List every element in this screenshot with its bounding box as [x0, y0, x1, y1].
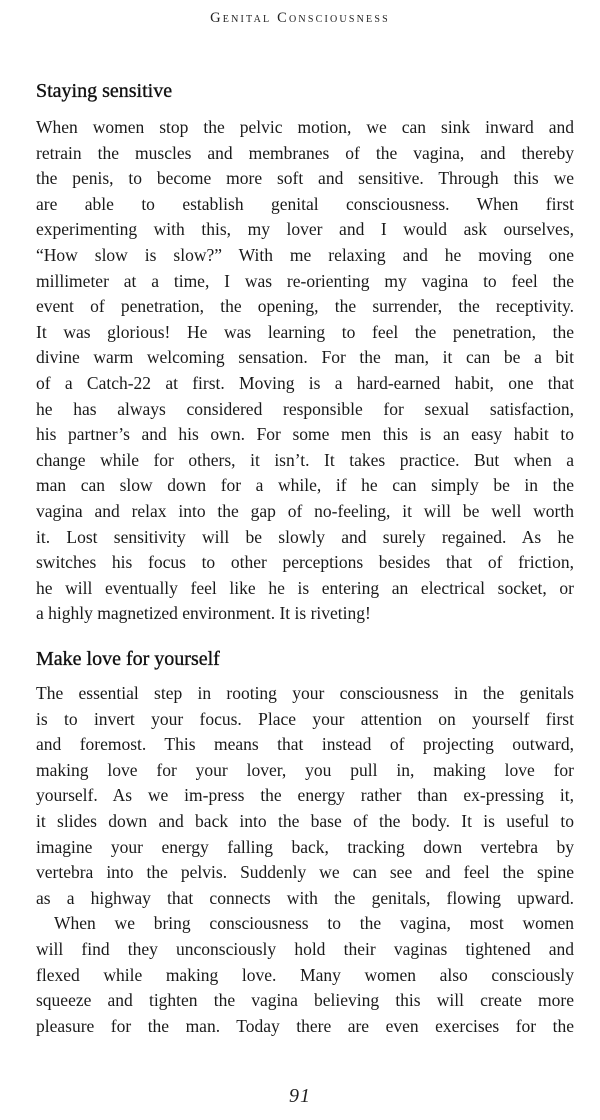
text-line: yourself. As we im-press the energy rather than ex-pressing it, — [36, 785, 574, 806]
text-line: will find they unconsciously hold their vaginas tightened and — [36, 938, 574, 959]
text-line: is to invert your focus. Place your attention on yourself first — [36, 708, 574, 729]
text-line: experimenting with this, my lover and I would ask ourselves, — [36, 219, 574, 240]
text-line: flexed while making love. Many women also consciously — [36, 964, 574, 985]
text-line: making love for your lover, you pull in, making love for — [36, 759, 574, 780]
text-line: event of penetration, the opening, the surrender, the receptivity. — [36, 296, 574, 317]
text-line: the penis, to become more soft and sensitive. Through this we — [36, 168, 574, 189]
text-line: as a highway that connects with the genitals, flowing upward. — [36, 887, 574, 908]
section-heading-staying-sensitive: Staying sensitive — [36, 80, 173, 102]
text-line: The essential step in rooting your consciousness in the genitals — [36, 683, 574, 703]
text-line: vagina and relax into the gap of no-feeling, it will be well worth — [36, 500, 574, 521]
section-body-staying-sensitive — [36, 115, 574, 627]
text-line: it. Lost sensitivity will be slowly and surely regained. As he — [36, 526, 574, 547]
section-heading-make-love-for-yourself: Make love for yourself — [36, 648, 220, 670]
text-line: When we bring consciousness to the vagina, most women — [54, 913, 574, 934]
text-line: of a Catch-22 at first. Moving is a hard-earned habit, one that — [36, 372, 574, 393]
text-line: change while for others, it isn’t. It takes practice. But when a — [36, 449, 574, 470]
section-body-make-love-for-yourself — [36, 681, 574, 1039]
text-line: divine warm welcoming sensation. For the man, it can be a bit — [36, 347, 574, 368]
text-line: are able to establish genital consciousness. When first — [36, 193, 574, 214]
text-line: and foremost. This means that instead of projecting outward, — [36, 734, 574, 755]
text-line: man can slow down for a while, if he can simply be in the — [36, 475, 574, 496]
text-line: a highly magnetized environment. It is riveting! — [36, 603, 371, 624]
text-line: retrain the muscles and membranes of the vagina, and thereby — [36, 142, 574, 163]
text-line: vertebra into the pelvis. Suddenly we can see and feel the spine — [36, 862, 574, 883]
text-line: switches his focus to other perceptions besides that of friction, — [36, 552, 574, 573]
text-line: “How slow is slow?” With me relaxing and he moving one — [36, 244, 574, 265]
text-line: squeeze and tighten the vagina believing this will create more — [36, 990, 574, 1011]
page-number: 91 — [289, 1085, 311, 1107]
running-head: Genital Consciousness — [210, 10, 390, 26]
text-line: When women stop the pelvic motion, we can sink inward and — [36, 117, 574, 137]
text-line: it slides down and back into the base of the body. It is useful to — [36, 810, 574, 831]
text-line: he will eventually feel like he is entering an electrical socket, or — [36, 577, 574, 598]
text-line: he has always considered responsible for sexual satisfaction, — [36, 398, 574, 419]
text-line: his partner’s and his own. For some men this is an easy habit to — [36, 424, 574, 445]
text-line: imagine your energy falling back, tracking down vertebra by — [36, 836, 574, 857]
text-line: millimeter at a time, I was re-orienting my vagina to feel the — [36, 270, 574, 291]
text-line: pleasure for the man. Today there are even exercises for the — [36, 1015, 574, 1036]
text-line: It was glorious! He was learning to feel the penetration, the — [36, 321, 574, 342]
